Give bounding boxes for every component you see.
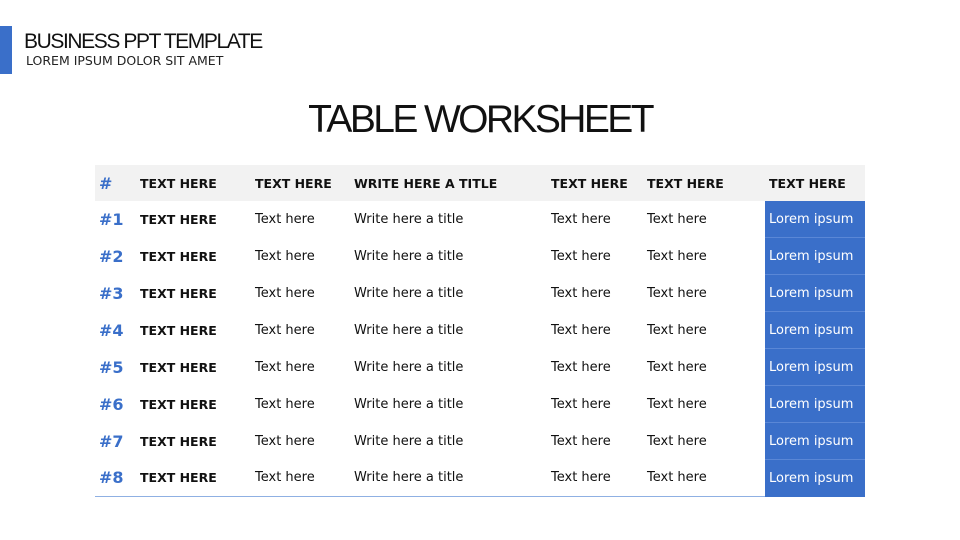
column-header: WRITE HERE A TITLE (350, 165, 547, 201)
table-cell: Text here (255, 322, 315, 338)
table-cell: Text here (551, 396, 611, 412)
table-row (95, 423, 865, 460)
table-cell: Text here (551, 433, 611, 449)
table-row (95, 349, 865, 386)
highlight-cell: Lorem ipsum (765, 423, 865, 460)
table-cell: Text here (551, 359, 611, 375)
table-cell: Text here (551, 285, 611, 301)
table-cell: Write here a title (350, 460, 547, 497)
table-cell: TEXT HERE (140, 322, 217, 338)
highlight-cell: Lorem ipsum (765, 238, 865, 275)
table-cell: Text here (551, 211, 611, 227)
table-cell: TEXT HERE (140, 359, 217, 375)
table-cell: TEXT HERE (136, 460, 251, 497)
highlight-cell: Lorem ipsum (765, 201, 865, 238)
worksheet-table (95, 165, 865, 497)
highlight-cell: Lorem ipsum (765, 460, 865, 497)
brand-title: BUSINESS PPT TEMPLATE (24, 30, 262, 53)
table-cell: TEXT HERE (140, 211, 217, 227)
highlight-cell: Lorem ipsum (765, 275, 865, 312)
row-number: #4 (99, 320, 124, 340)
column-header: TEXT HERE (765, 165, 865, 201)
row-number: #3 (99, 283, 124, 303)
table-cell: TEXT HERE (140, 285, 217, 301)
table-cell: Text here (251, 460, 350, 497)
column-header: TEXT HERE (136, 165, 251, 201)
table-row (95, 201, 865, 238)
table-cell: Text here (551, 322, 611, 338)
table-cell: Text here (643, 460, 765, 497)
table-row (95, 386, 865, 423)
table-cell: TEXT HERE (140, 396, 217, 412)
highlight-cell: Lorem ipsum (765, 386, 865, 423)
table-cell: Text here (647, 248, 707, 264)
table-cell: Text here (647, 396, 707, 412)
table-cell: Text here (255, 396, 315, 412)
accent-bar (0, 26, 12, 74)
row-number: #5 (99, 357, 124, 377)
table-row (95, 238, 865, 275)
row-number: #7 (99, 431, 124, 451)
table-cell: Text here (647, 285, 707, 301)
page-title: TABLE WORKSHEET (308, 98, 652, 141)
table-row (95, 312, 865, 349)
table-cell: Text here (255, 433, 315, 449)
table-cell: Text here (255, 285, 315, 301)
table-cell: Text here (255, 359, 315, 375)
table-cell: Write here a title (354, 396, 464, 412)
column-header: TEXT HERE (547, 165, 643, 201)
brand-subtitle: LOREM IPSUM DOLOR SIT AMET (26, 53, 224, 68)
table-cell: Text here (647, 433, 707, 449)
row-number: #1 (99, 209, 124, 229)
table-cell: Write here a title (354, 285, 464, 301)
table-cell: Text here (551, 248, 611, 264)
row-number: #2 (99, 246, 124, 266)
table-cell: Write here a title (354, 359, 464, 375)
column-header: TEXT HERE (643, 165, 765, 201)
table-cell: TEXT HERE (140, 433, 217, 449)
table-cell: TEXT HERE (140, 248, 217, 264)
table-cell: Text here (647, 359, 707, 375)
row-number: #6 (99, 394, 124, 414)
table-cell: Write here a title (354, 433, 464, 449)
table-cell: Text here (255, 211, 315, 227)
table-row (95, 460, 865, 497)
table-header-row (95, 165, 865, 201)
table-cell: Text here (647, 211, 707, 227)
table-row (95, 275, 865, 312)
table-cell: Text here (255, 248, 315, 264)
table-cell: Write here a title (354, 248, 464, 264)
highlight-cell: Lorem ipsum (765, 349, 865, 386)
row-number: #8 (95, 460, 136, 497)
column-header: # (95, 165, 136, 201)
table-cell: Write here a title (354, 211, 464, 227)
highlight-cell: Lorem ipsum (765, 312, 865, 349)
table-cell: Text here (547, 460, 643, 497)
column-header: TEXT HERE (251, 165, 350, 201)
table-cell: Text here (647, 322, 707, 338)
table-cell: Write here a title (354, 322, 464, 338)
